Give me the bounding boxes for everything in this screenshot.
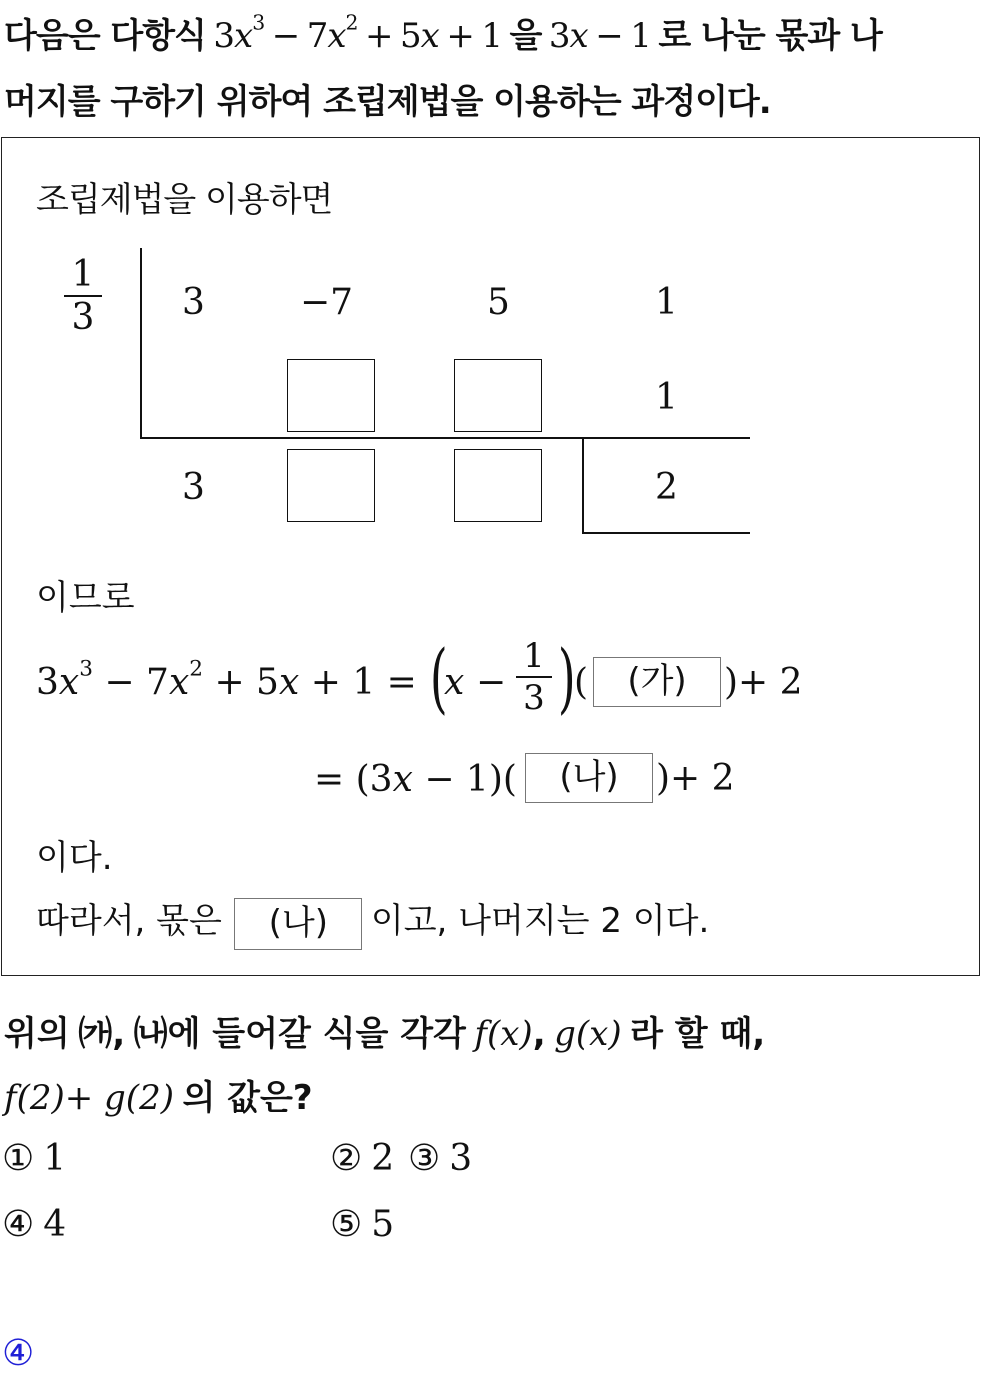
conclusion-prefix: 따라서, 몫은 [36,901,222,941]
blank-box-row3-col3 [454,449,542,522]
solution-panel [1,137,980,976]
poly-minus: − [271,16,300,56]
division-horizontal-line [140,437,750,439]
blank-ga-box: (가) [593,657,721,707]
problem-prefix: 다음은 다항식 [4,16,206,56]
question-text-b: 에 들어갈 식을 각각 [167,1014,466,1054]
factor-var: x [444,662,465,703]
question-line-1 [4,1006,765,1055]
equation-2-tail: )+ 2 [656,758,735,799]
question-text-d: 의 값은? [182,1078,313,1118]
choice-3-mark: ③ [408,1138,441,1179]
poly-plus-2: + [446,16,474,56]
g-of-x: g(x) [554,1014,622,1054]
equation-2-head: = (3x − 1)( [314,759,517,800]
coef-cell-4: 1 [655,282,678,323]
poly-coef-3: 5 [400,16,421,56]
equation-fraction-den: 3 [523,678,545,718]
equation-fraction [516,636,552,718]
choice-2-value: 2 [371,1138,395,1179]
poly-var-1: x [234,16,253,56]
choice-3[interactable] [408,1137,472,1179]
choice-4[interactable] [2,1203,66,1245]
question-comma-1: , [112,1014,126,1054]
question-text-a: 위의 [4,1014,70,1054]
problem-line-2: 머지를 구하기 위하여 조립제법을 이용하는 과정이다. [4,82,771,122]
equation-1-tail: )+ 2 [724,662,803,703]
poly-coef-1: 3 [213,16,235,56]
blank-na-box: (나) [525,753,653,803]
poly-const: 1 [481,16,502,56]
question-text-c: 라 할 때, [630,1014,766,1054]
left-big-paren: ( [429,633,448,722]
root-numerator: 1 [71,254,95,295]
choice-1[interactable] [2,1137,66,1179]
conclusion-line [36,893,709,950]
poly-var-2: x [327,16,346,56]
problem-line-1 [4,8,882,57]
divisor-coef: 3 [548,16,570,56]
poly-exp-1: 3 [252,10,265,35]
choice-5[interactable] [330,1203,394,1245]
row2-last-value: 1 [655,377,678,418]
question-ga-mark: ㈎ [78,1014,113,1054]
question-sep: , [532,1014,546,1054]
equation-fraction-num: 1 [523,636,545,676]
division-vertical-line [140,248,142,438]
choice-2[interactable] [330,1137,394,1179]
is-text: 이다. [36,838,113,878]
conclusion-suffix: 이고, 나머지는 2 이다. [370,901,710,941]
poly-plus-1: + [365,16,393,56]
coef-cell-2: −7 [300,282,354,323]
problem-suffix: 로 나눈 몫과 나 [658,16,882,56]
poly-coef-2: 7 [306,16,328,56]
choice-5-mark: ⑤ [330,1204,363,1245]
choice-5-value: 5 [371,1204,395,1245]
blank-box-row2-col2 [287,359,375,432]
choice-1-value: 1 [43,1138,67,1179]
divisor-var: x [569,16,588,56]
f-of-x: f(x) [474,1014,533,1054]
problem-particle: 을 [509,16,542,56]
divisor-const: 1 [630,16,651,56]
remainder-value: 2 [655,467,678,508]
remainder-vertical-line [582,437,584,534]
choice-4-value: 4 [43,1204,67,1245]
right-big-paren: ) [557,633,576,722]
open-paren-ga: ( [574,662,589,703]
poly-exp-2: 2 [345,10,358,35]
question-expression: f(2)+ g(2) [4,1078,174,1118]
choice-2-mark: ② [330,1138,363,1179]
row3-first-value: 3 [182,467,205,508]
choice-1-mark: ① [2,1138,35,1179]
coef-cell-3: 5 [487,282,510,323]
conclusion-blank-box: (나) [234,898,362,950]
root-denominator: 3 [71,297,95,338]
choice-3-value: 3 [449,1138,473,1179]
remainder-bottom-line [582,532,750,534]
question-na-mark: ㈏ [133,1014,168,1054]
divisor-minus: − [595,16,623,56]
choice-4-mark: ④ [2,1204,35,1245]
answer-mark: ④ [2,1333,35,1374]
blank-na [525,753,653,803]
blank-box-row3-col2 [287,449,375,522]
coef-cell-1: 3 [182,282,205,323]
factor-minus: − [476,662,507,703]
blank-ga [593,657,721,707]
panel-title: 조립제법을 이용하면 [36,180,333,220]
synthetic-root-fraction [64,254,102,338]
blank-box-row2-col3 [454,359,542,432]
question-line-2 [4,1070,313,1119]
then-text: 이므로 [36,578,135,618]
poly-var-3: x [420,16,439,56]
equation-1-lhs: $3x^3 - 7x^2 + 5x + 1$ = [36,656,417,703]
